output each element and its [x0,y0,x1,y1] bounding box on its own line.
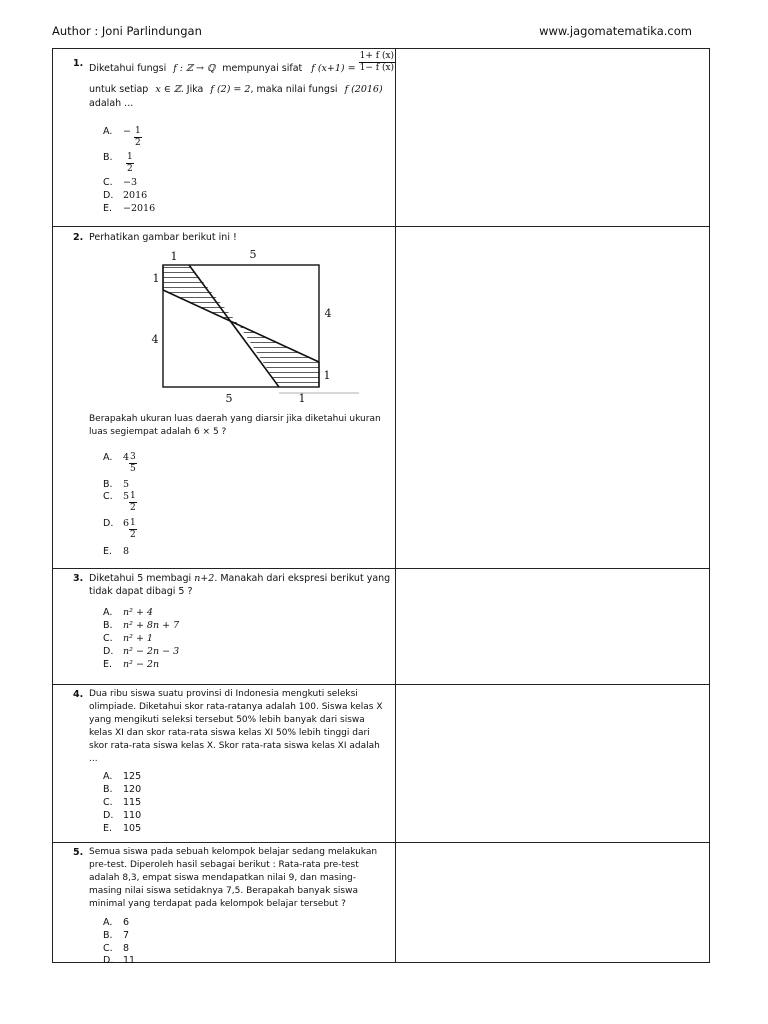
function-fraction: $\frac{1+ f (x)}{1- f (x)}$ [359,51,395,73]
option-b[interactable]: B. $\frac{1}{2}$ [103,152,133,174]
label-bottom: 5 [225,392,233,405]
option-b[interactable]: B. n² + 8n + 7 [103,620,180,631]
option-c[interactable]: C. −3 [103,177,138,188]
question-4 [53,684,395,842]
option-b[interactable]: B. 120 [103,784,142,795]
question-sheet [52,48,710,966]
column-divider [395,49,396,962]
diagonal-line-2 [163,290,319,362]
question-number: 4. [73,689,84,700]
author-label: Author : Joni Parlindungan [52,24,202,38]
label-top: 5 [249,248,257,261]
option-d[interactable]: D. 11 [103,955,136,966]
option-e[interactable]: E. 8 [103,546,130,557]
label-left: 4 [151,333,159,346]
label-right-bottom: 1 [323,369,331,382]
option-c[interactable]: C. 8 [103,943,130,954]
label-bottom-right: 1 [298,392,306,405]
question-4-text: Dua ribu siswa suatu provinsi di Indonesia mengkuti seleksi olimpiade. Diketahui skor rata-ratanya adalah 100. Siswa kelas X yang mengikuti seleksi tersebut 50% lebih banyak dari siswa kelas XI dan skor rata-rata siswa kelas XI 50% lebih tinggi dari skor rata-rata siswa kelas X. Skor rata-rata siswa kelas XI adalah ... [89,689,383,764]
question-number: 2. [73,232,84,243]
option-d[interactable]: D. 110 [103,810,142,821]
option-e[interactable]: E. −2016 [103,203,156,214]
website-label: www.jagomatematika.com [539,24,692,38]
question-5-text: Semua siswa pada sebuah kelompok belajar sedang melakukan pre-test. Diperoleh hasil sebagai berikut : Rata-rata pre-test adalah 8,3, empat siswa mendapatkan nilai 9, dan masing- masing nilai siswa setidaknya 7,5. Berapakah banyak siswa minimal yang terdapat pada kelompok belajar tersebut ? [89,847,378,909]
option-a[interactable]: A. n² + 4 [103,607,153,618]
question-1-line-1: Diketahui fungsi f : ℤ → ℚ mempunyai sifat f (x+1) = $\frac{1+ f (x)}{1- f (x)}$ [89,51,395,74]
question-1 [53,49,395,226]
option-d[interactable]: D. 6 $\frac{1}{2}$ [103,518,136,540]
option-e[interactable]: E. 105 [103,823,142,834]
question-number: 3. [73,573,84,584]
question-2-text: Berapakah ukuran luas daerah yang diarsir jika diketahui ukuran luas segiempat adalah 6 × 5 ? [89,414,381,437]
option-a[interactable]: A. 4 $\frac{3}{5}$ [103,452,136,474]
question-1-line-3: adalah ... [89,98,134,109]
label-right: 4 [324,307,332,320]
question-2-intro: Perhatikan gambar berikut ini ! [89,232,237,243]
label-left-top: 1 [152,272,160,285]
diagonal-line-1 [189,265,279,387]
question-number: 1. [73,58,84,69]
question-5 [53,842,395,966]
option-a[interactable]: A. 6 [103,917,130,928]
option-b[interactable]: B. 5 [103,479,130,490]
label-top-left: 1 [170,250,178,263]
question-3-text: Diketahui 5 membagi n+2. Manakah dari ekspresi berikut yang tidak dapat dibagi 5 ? [89,573,391,597]
option-d[interactable]: D. 2016 [103,190,148,201]
question-2-body [53,412,395,568]
option-a[interactable]: A. − $\frac{1}{2}$ [103,126,141,148]
option-e[interactable]: E. n² − 2n [103,659,160,670]
option-a[interactable]: A. 125 [103,771,142,782]
option-c[interactable]: C. n² + 1 [103,633,153,644]
question-3 [53,568,395,684]
question-number: 5. [73,847,84,858]
option-c[interactable]: C. 115 [103,797,142,808]
option-c[interactable]: C. 5 $\frac{1}{2}$ [103,491,136,513]
question-1-line-2: untuk setiap x ∈ ℤ. Jika f (2) = 2, maka nilai fungsi f (2016) [89,84,383,95]
option-d[interactable]: D. n² − 2n − 3 [103,646,180,657]
option-b[interactable]: B. 7 [103,930,130,941]
